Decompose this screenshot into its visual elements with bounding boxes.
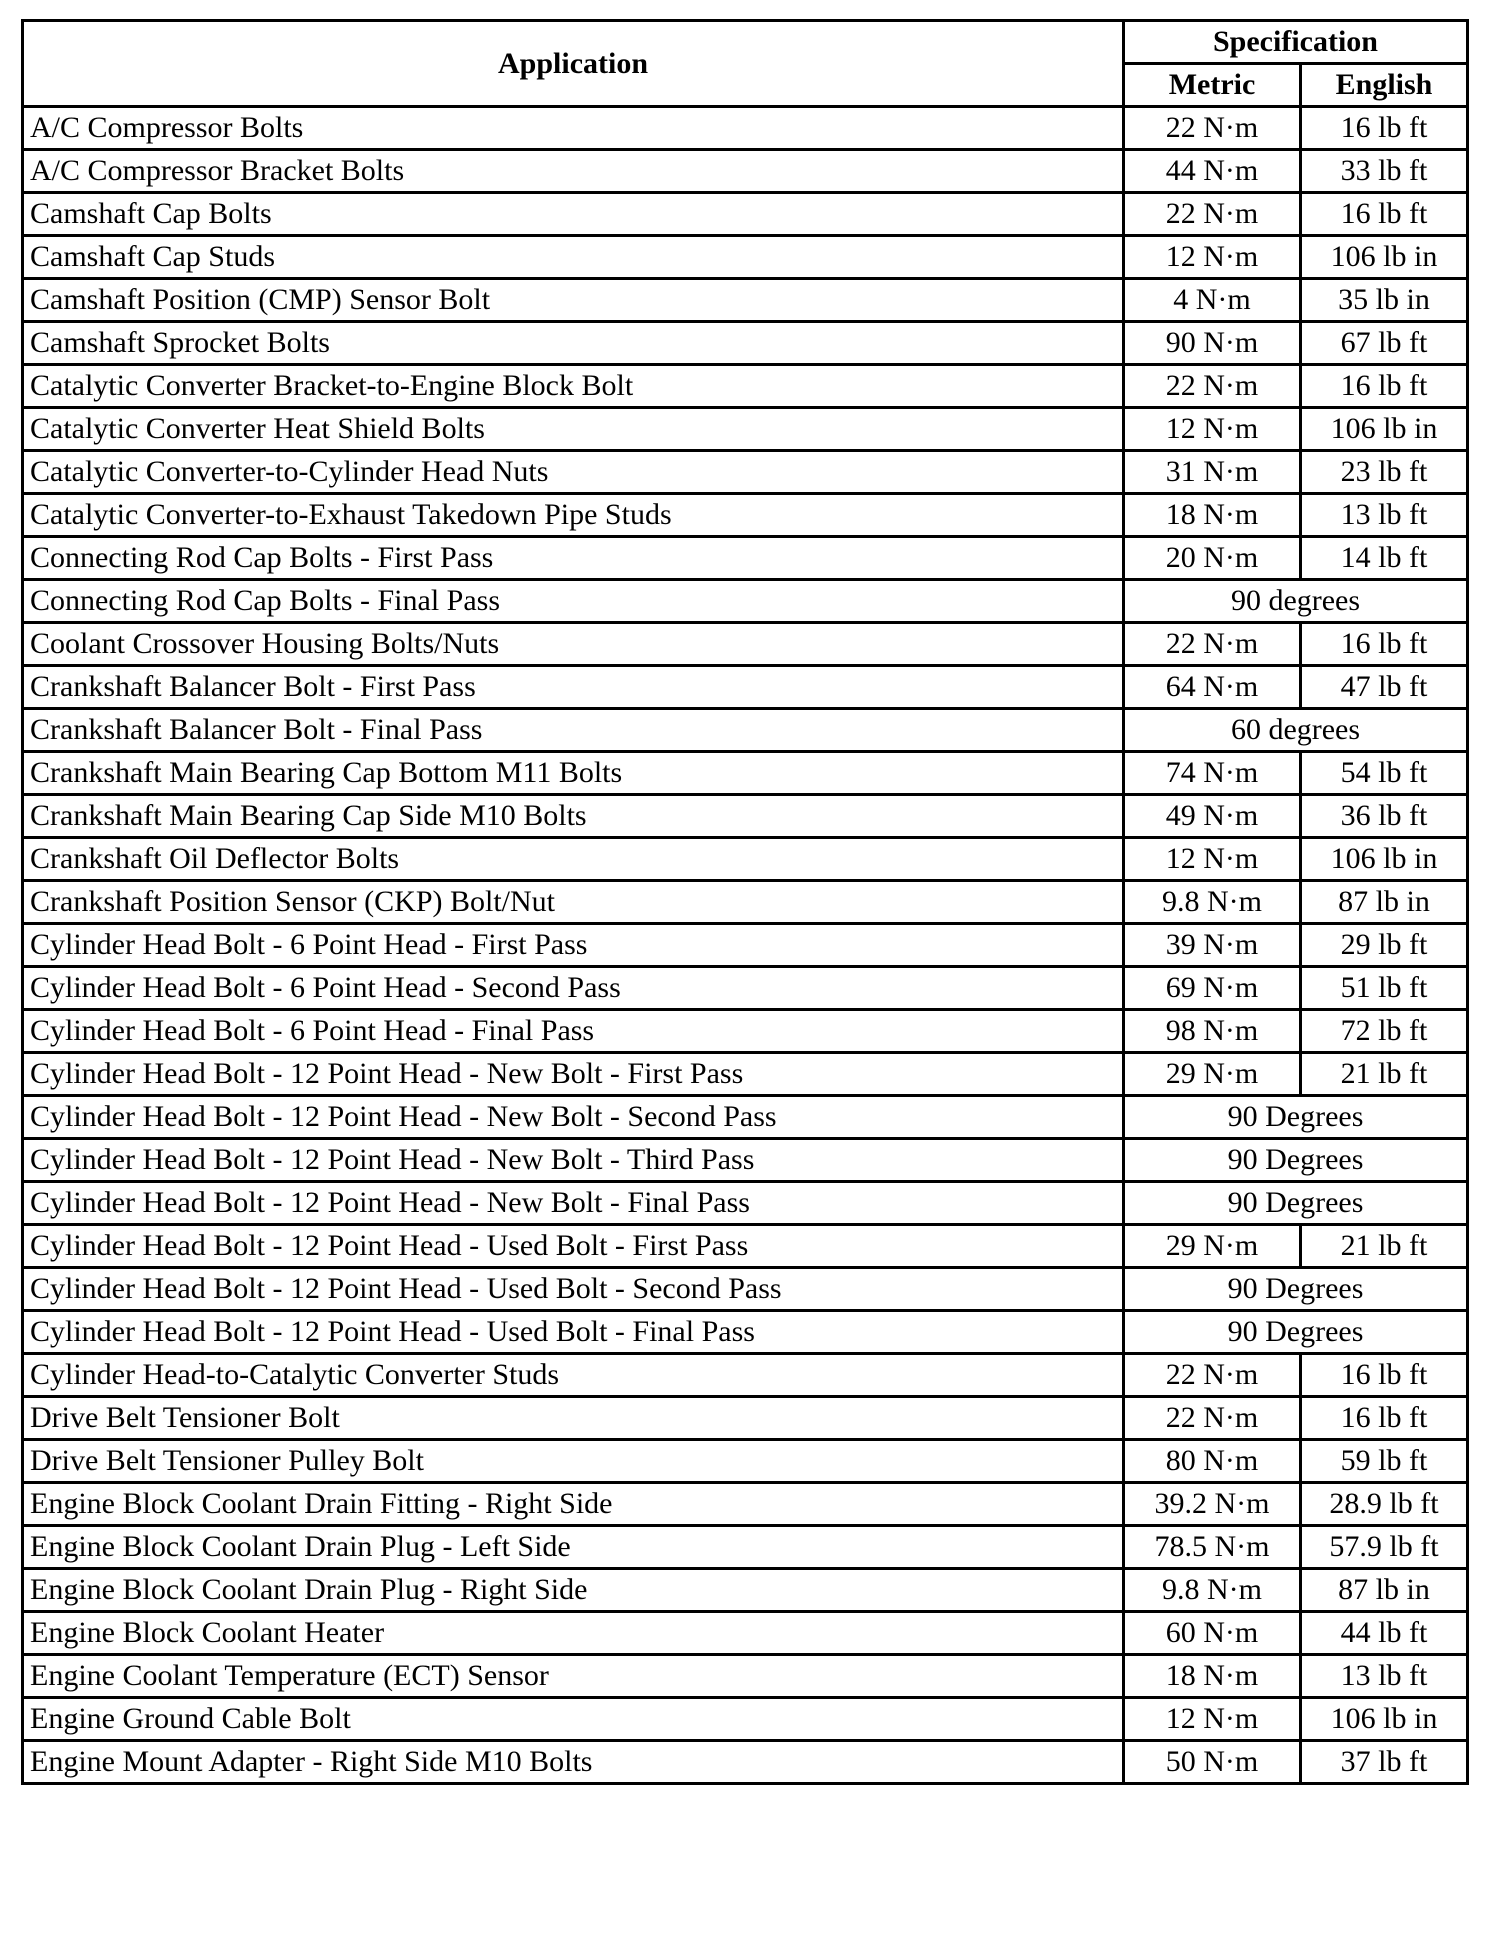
metric-cell: 9.8 N·m [1124, 1569, 1301, 1612]
english-column-header: English [1301, 64, 1468, 107]
application-cell: Drive Belt Tensioner Pulley Bolt [23, 1440, 1124, 1483]
table-row [23, 150, 1468, 193]
english-cell: 37 lb ft [1301, 1741, 1468, 1784]
table-row [23, 408, 1468, 451]
english-cell: 16 lb ft [1301, 107, 1468, 150]
application-cell: Engine Block Coolant Drain Plug - Right Side [23, 1569, 1124, 1612]
application-cell: Cylinder Head Bolt - 12 Point Head - Used Bolt - Second Pass [23, 1268, 1124, 1311]
table-row [23, 1096, 1468, 1139]
table-row [23, 795, 1468, 838]
metric-cell: 60 N·m [1124, 1612, 1301, 1655]
application-cell: Cylinder Head Bolt - 12 Point Head - New Bolt - Final Pass [23, 1182, 1124, 1225]
application-cell: Catalytic Converter-to-Exhaust Takedown Pipe Studs [23, 494, 1124, 537]
english-cell: 16 lb ft [1301, 1397, 1468, 1440]
metric-cell: 12 N·m [1124, 838, 1301, 881]
english-cell: 13 lb ft [1301, 1655, 1468, 1698]
metric-cell: 22 N·m [1124, 107, 1301, 150]
application-cell: Crankshaft Main Bearing Cap Bottom M11 Bolts [23, 752, 1124, 795]
table-row [23, 1311, 1468, 1354]
table-row [23, 1483, 1468, 1526]
english-cell: 35 lb in [1301, 279, 1468, 322]
table-row [23, 1569, 1468, 1612]
english-cell: 29 lb ft [1301, 924, 1468, 967]
table-row [23, 1741, 1468, 1784]
english-cell: 14 lb ft [1301, 537, 1468, 580]
english-cell: 106 lb in [1301, 236, 1468, 279]
table-body [23, 107, 1468, 1784]
combined-spec-cell: 90 Degrees [1124, 1311, 1468, 1354]
english-cell: 16 lb ft [1301, 623, 1468, 666]
table-row [23, 967, 1468, 1010]
english-cell: 87 lb in [1301, 1569, 1468, 1612]
application-cell: Engine Coolant Temperature (ECT) Sensor [23, 1655, 1124, 1698]
metric-cell: 12 N·m [1124, 236, 1301, 279]
application-column-header: Application [23, 21, 1124, 107]
application-cell: Engine Block Coolant Drain Fitting - Right Side [23, 1483, 1124, 1526]
application-cell: Engine Mount Adapter - Right Side M10 Bolts [23, 1741, 1124, 1784]
metric-cell: 20 N·m [1124, 537, 1301, 580]
application-cell: Crankshaft Main Bearing Cap Side M10 Bolts [23, 795, 1124, 838]
english-cell: 87 lb in [1301, 881, 1468, 924]
application-cell: Cylinder Head Bolt - 6 Point Head - Second Pass [23, 967, 1124, 1010]
table-row [23, 924, 1468, 967]
application-cell: Cylinder Head Bolt - 12 Point Head - New Bolt - Second Pass [23, 1096, 1124, 1139]
english-cell: 16 lb ft [1301, 365, 1468, 408]
table-row [23, 193, 1468, 236]
english-cell: 106 lb in [1301, 408, 1468, 451]
table-row [23, 1139, 1468, 1182]
combined-spec-cell: 90 degrees [1124, 580, 1468, 623]
metric-column-header: Metric [1124, 64, 1301, 107]
metric-cell: 80 N·m [1124, 1440, 1301, 1483]
application-cell: Catalytic Converter-to-Cylinder Head Nuts [23, 451, 1124, 494]
table-row [23, 537, 1468, 580]
english-cell: 13 lb ft [1301, 494, 1468, 537]
application-cell: Crankshaft Balancer Bolt - Final Pass [23, 709, 1124, 752]
table-row [23, 107, 1468, 150]
application-cell: Crankshaft Balancer Bolt - First Pass [23, 666, 1124, 709]
english-cell: 36 lb ft [1301, 795, 1468, 838]
table-header [23, 21, 1468, 107]
english-cell: 57.9 lb ft [1301, 1526, 1468, 1569]
table-row [23, 1053, 1468, 1096]
table-row [23, 1655, 1468, 1698]
metric-cell: 74 N·m [1124, 752, 1301, 795]
application-cell: Drive Belt Tensioner Bolt [23, 1397, 1124, 1440]
english-cell: 28.9 lb ft [1301, 1483, 1468, 1526]
english-cell: 54 lb ft [1301, 752, 1468, 795]
table-row [23, 752, 1468, 795]
table-row [23, 279, 1468, 322]
english-cell: 44 lb ft [1301, 1612, 1468, 1655]
application-cell: Cylinder Head-to-Catalytic Converter Studs [23, 1354, 1124, 1397]
table-row [23, 1225, 1468, 1268]
combined-spec-cell: 90 Degrees [1124, 1182, 1468, 1225]
metric-cell: 98 N·m [1124, 1010, 1301, 1053]
application-cell: Connecting Rod Cap Bolts - Final Pass [23, 580, 1124, 623]
application-cell: Catalytic Converter Heat Shield Bolts [23, 408, 1124, 451]
combined-spec-cell: 90 Degrees [1124, 1096, 1468, 1139]
table-row [23, 1526, 1468, 1569]
table-row [23, 666, 1468, 709]
table-row [23, 1698, 1468, 1741]
table-row [23, 365, 1468, 408]
metric-cell: 49 N·m [1124, 795, 1301, 838]
header-row-top [23, 21, 1468, 64]
application-cell: Cylinder Head Bolt - 12 Point Head - New Bolt - First Pass [23, 1053, 1124, 1096]
torque-spec-table [21, 19, 1469, 1785]
english-cell: 23 lb ft [1301, 451, 1468, 494]
metric-cell: 39.2 N·m [1124, 1483, 1301, 1526]
metric-cell: 69 N·m [1124, 967, 1301, 1010]
application-cell: Catalytic Converter Bracket-to-Engine Block Bolt [23, 365, 1124, 408]
english-cell: 21 lb ft [1301, 1053, 1468, 1096]
table-row [23, 451, 1468, 494]
english-cell: 21 lb ft [1301, 1225, 1468, 1268]
metric-cell: 29 N·m [1124, 1225, 1301, 1268]
english-cell: 67 lb ft [1301, 322, 1468, 365]
application-cell: Camshaft Position (CMP) Sensor Bolt [23, 279, 1124, 322]
table-row [23, 1612, 1468, 1655]
application-cell: Engine Block Coolant Heater [23, 1612, 1124, 1655]
application-cell: Engine Ground Cable Bolt [23, 1698, 1124, 1741]
specification-group-header: Specification [1124, 21, 1468, 64]
application-cell: Cylinder Head Bolt - 12 Point Head - New Bolt - Third Pass [23, 1139, 1124, 1182]
english-cell: 16 lb ft [1301, 1354, 1468, 1397]
english-cell: 16 lb ft [1301, 193, 1468, 236]
table-row [23, 1440, 1468, 1483]
english-cell: 33 lb ft [1301, 150, 1468, 193]
application-cell: Cylinder Head Bolt - 12 Point Head - Used Bolt - First Pass [23, 1225, 1124, 1268]
metric-cell: 22 N·m [1124, 1354, 1301, 1397]
metric-cell: 22 N·m [1124, 193, 1301, 236]
english-cell: 106 lb in [1301, 838, 1468, 881]
application-cell: A/C Compressor Bracket Bolts [23, 150, 1124, 193]
english-cell: 59 lb ft [1301, 1440, 1468, 1483]
english-cell: 51 lb ft [1301, 967, 1468, 1010]
metric-cell: 44 N·m [1124, 150, 1301, 193]
metric-cell: 31 N·m [1124, 451, 1301, 494]
application-cell: Engine Block Coolant Drain Plug - Left Side [23, 1526, 1124, 1569]
metric-cell: 29 N·m [1124, 1053, 1301, 1096]
metric-cell: 22 N·m [1124, 1397, 1301, 1440]
table-row [23, 1182, 1468, 1225]
metric-cell: 18 N·m [1124, 494, 1301, 537]
application-cell: Crankshaft Oil Deflector Bolts [23, 838, 1124, 881]
application-cell: Cylinder Head Bolt - 12 Point Head - Used Bolt - Final Pass [23, 1311, 1124, 1354]
table-row [23, 623, 1468, 666]
metric-cell: 50 N·m [1124, 1741, 1301, 1784]
metric-cell: 9.8 N·m [1124, 881, 1301, 924]
metric-cell: 18 N·m [1124, 1655, 1301, 1698]
application-cell: Coolant Crossover Housing Bolts/Nuts [23, 623, 1124, 666]
english-cell: 106 lb in [1301, 1698, 1468, 1741]
application-cell: Cylinder Head Bolt - 6 Point Head - Final Pass [23, 1010, 1124, 1053]
english-cell: 72 lb ft [1301, 1010, 1468, 1053]
combined-spec-cell: 60 degrees [1124, 709, 1468, 752]
table-row [23, 838, 1468, 881]
application-cell: Connecting Rod Cap Bolts - First Pass [23, 537, 1124, 580]
metric-cell: 90 N·m [1124, 322, 1301, 365]
metric-cell: 22 N·m [1124, 623, 1301, 666]
metric-cell: 4 N·m [1124, 279, 1301, 322]
table-row [23, 1354, 1468, 1397]
table-row [23, 1268, 1468, 1311]
table-row [23, 881, 1468, 924]
table-row [23, 1010, 1468, 1053]
application-cell: Crankshaft Position Sensor (CKP) Bolt/Nut [23, 881, 1124, 924]
metric-cell: 12 N·m [1124, 1698, 1301, 1741]
table-row [23, 1397, 1468, 1440]
metric-cell: 39 N·m [1124, 924, 1301, 967]
application-cell: Camshaft Cap Studs [23, 236, 1124, 279]
metric-cell: 22 N·m [1124, 365, 1301, 408]
metric-cell: 64 N·m [1124, 666, 1301, 709]
application-cell: Camshaft Cap Bolts [23, 193, 1124, 236]
metric-cell: 78.5 N·m [1124, 1526, 1301, 1569]
english-cell: 47 lb ft [1301, 666, 1468, 709]
table-row [23, 580, 1468, 623]
combined-spec-cell: 90 Degrees [1124, 1268, 1468, 1311]
application-cell: Camshaft Sprocket Bolts [23, 322, 1124, 365]
table-row [23, 322, 1468, 365]
combined-spec-cell: 90 Degrees [1124, 1139, 1468, 1182]
table-row [23, 494, 1468, 537]
application-cell: Cylinder Head Bolt - 6 Point Head - First Pass [23, 924, 1124, 967]
application-cell: A/C Compressor Bolts [23, 107, 1124, 150]
table-row [23, 709, 1468, 752]
table-row [23, 236, 1468, 279]
metric-cell: 12 N·m [1124, 408, 1301, 451]
